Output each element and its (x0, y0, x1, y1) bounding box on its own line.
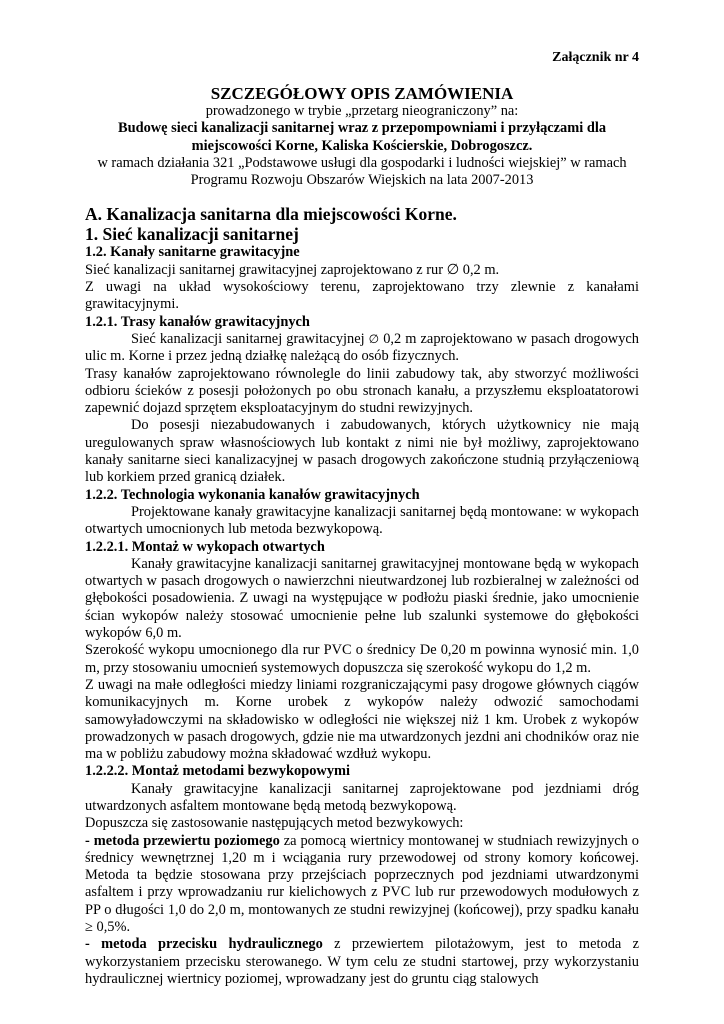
document-body (85, 0, 639, 988)
section-1-2-paragraph-2: Z uwagi na układ wysokościowy terenu, zaprojektowano trzy zlewnie z kanałami grawitacyjnymi. (85, 279, 639, 313)
section-1-2-2-1-paragraph-1: Kanały grawitacyjne kanalizacji sanitarnej grawitacyjnej montowane będą w wykopach otwartych w pasach drogowych o nawierzchni nieutwardzonej lub rozbieralnej w zależności od głębokości posadowienia. Z uwagi na występujące w podłożu piaski średnie, jako umocnienie ścian wykopów należy stosować umocnienie pełne lub szalunki systemowe do głębokości wykopów 6,0 m. (85, 555, 639, 642)
intro-line-2: Budowę sieci kanalizacji sanitarnej wraz z przepompowniami i przyłączami dla (117, 120, 607, 137)
section-1-2-2-1-paragraph-2: Szerokość wykopu umocnionego dla rur PVC o średnicy De 0,20 m powinna wynosić min. 1,0 m, przy stosowaniu umocnień systemowych dopuszcza się szerokość wykopu do 1,2 m. (85, 642, 639, 676)
section-1-2-1-heading: 1.2.1. Trasy kanałów grawitacyjnych (85, 313, 310, 330)
document-title: SZCZEGÓŁOWY OPIS ZAMÓWIENIA (210, 84, 514, 103)
annex-label: Załącznik nr 4 (552, 50, 639, 65)
section-1-2-heading: 1.2. Kanały sanitarne grawitacyjne (85, 244, 300, 261)
empty-set-icon: ∅ (368, 331, 380, 346)
section-1-2-2-2-heading: 1.2.2.2. Montaż metodami bezwykopowymi (85, 763, 351, 780)
intro-line-3: miejscowości Korne, Kaliska Kościerskie, Dobrogoszcz. (191, 137, 533, 154)
section-1-2-1-paragraph-2: Trasy kanałów zaprojektowano równolegle do linii zabudowy tak, aby stworzyć możliwości odbioru ścieków z posesji położonych po obu stronach kanału, a przyszłemu eksploatatorowi zapewnić dojazd sprzętem eksploatacyjnym do studni rewizyjnych. (85, 365, 639, 417)
section-1-2-2-2-paragraph-1: Kanały grawitacyjne kanalizacji sanitarnej zaprojektowane pod jezdniami dróg utwardzonych asfaltem montowane będą metodą bezwykopową. (85, 780, 639, 814)
section-1-2-2-paragraph-1: Projektowane kanały grawitacyjne kanalizacji sanitarnej będą montowane: w wykopach otwartych umocnionych lub metoda bezwykopową. (85, 503, 639, 538)
section-a-heading: A. Kanalizacja sanitarna dla miejscowości Korne. (85, 204, 457, 225)
intro-line-1: prowadzonego w trybie „przetarg nieograniczony” na: (205, 103, 519, 119)
method-horizontal-drilling: - metoda przewiertu poziomego za pomocą wiertnicy montowanej w studniach rewizyjnych o średnicy wewnętrznej 1,20 m i wciągania rury przewodowej od strony komory końcowej. Metoda ta będzie stosowana przy przejściach poprzecznych pod jezdniami utwardzonymi asfaltem i przy wprowadzaniu rur kielichowych z PVC lub rur przewodowych modułowych z PP o długości 1,0 do 2,0 m, montowanych ze studni rewizyjnej (końcowej), przy spadku kanału ≥ 0,5%. (85, 832, 639, 936)
section-1-2-2-heading: 1.2.2. Technologia wykonania kanałów grawitacyjnych (85, 486, 420, 503)
section-1-2-2-1-paragraph-3: Z uwagi na małe odległości miedzy liniami rozgraniczającymi pasy drogowe głównych ciągów komunikacyjnych m. Korne urobek z wykopów należy odwozić samochodami samowyładowczymi na składowisko w odległości nie większej niż 1 km. Urobek z wykopów prowadzonych w pasach drogowych, gdzie nie ma utwardzonych jezdni ani chodników oraz nie ma w pobliżu zabudowy można składować wzdłuż wykopu. (85, 676, 639, 763)
method-hydraulic-pressing: - metoda przecisku hydraulicznego z przewiertem pilotażowym, jest to metoda z wykorzystaniem przecisku sterowanego. W tym celu ze studni startowej, przy wykorzystaniu hydraulicznej wiertnicy poziomej, wprowadzany jest do gruntu ciąg stalowych (85, 936, 639, 987)
section-1-2-2-2-paragraph-2: Dopuszcza się zastosowanie następujących metod bezwykowych: (85, 815, 464, 832)
section-1-2-1-paragraph-3: Do posesji niezabudowanych i zabudowanych, których użytkownicy nie mają uregulowanych spraw własnościowych lub kontakt z nimi nie był możliwy, zaprojektowano kanały sanitarne sieci kanalizacyjnej w pasach drogowych zakończone studnią przyłączeniową lub korkiem przed granicą działek. (85, 417, 639, 486)
section-1-heading: 1. Sieć kanalizacji sanitarnej (85, 224, 299, 245)
section-1-2-2-1-heading: 1.2.2.1. Montaż w wykopach otwartych (85, 538, 325, 555)
intro-line-5: Programu Rozwoju Obszarów Wiejskich na lata 2007-2013 (190, 172, 534, 189)
intro-line-4: w ramach działania 321 „Podstawowe usługi dla gospodarki i ludności wiejskiej” w ramach (97, 154, 627, 171)
section-1-2-1-paragraph-1: Sieć kanalizacji sanitarnej grawitacyjnej ∅ 0,2 m zaprojektowano w pasach drogowych ulic m. Korne i przez jedną działkę należącą do osób fizycznych. (85, 330, 639, 365)
section-1-2-paragraph-1: Sieć kanalizacji sanitarnej grawitacyjnej zaprojektowano z rur ∅ 0,2 m. (85, 261, 500, 278)
empty-set-icon: ∅ (446, 261, 460, 278)
